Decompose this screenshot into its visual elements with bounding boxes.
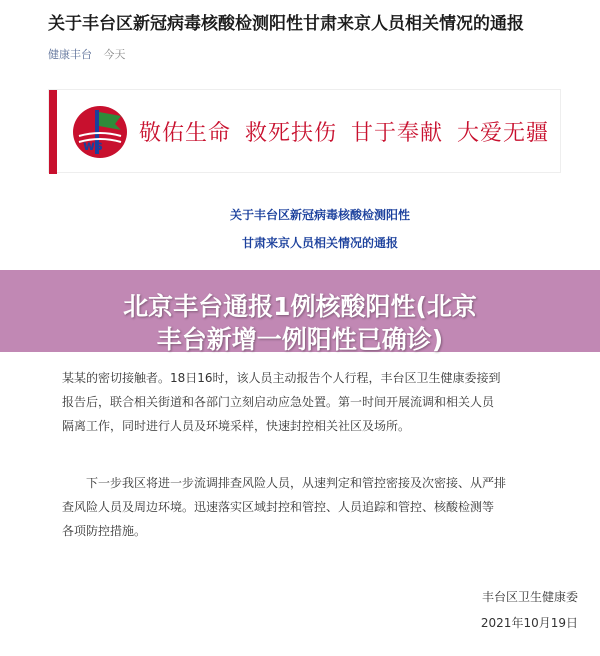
- article-source[interactable]: 健康丰台: [48, 48, 92, 61]
- paragraph-line: 查风险人员及周边环境。迅速落实区域封控和管控、人员追踪和管控、核酸检测等: [62, 500, 495, 514]
- banner-slogan: [139, 116, 563, 147]
- health-logo-icon: [71, 104, 129, 160]
- logo-text: ws: [83, 139, 103, 154]
- doc-heading-line1: 关于丰台区新冠病毒核酸检测阳性: [229, 208, 410, 222]
- slogan-1: 敬佑生命: [139, 121, 232, 146]
- doc-paragraph-2: [62, 471, 582, 543]
- article-meta: [48, 46, 134, 62]
- slogan-2: 救死扶伤: [245, 121, 338, 146]
- paragraph-line: 报告后，联合相关街道和各部门立刻启动应急处置。第一时间开展流调和相关人员: [62, 395, 495, 409]
- paragraph-line: 下一步我区将进一步流调排查风险人员，从速判定和管控密接及次密接、从严排: [62, 476, 507, 490]
- slogan-3: 甘于奉献: [351, 121, 444, 146]
- banner-red-bar: [49, 90, 57, 174]
- doc-heading-line2: 甘肃来京人员相关情况的通报: [241, 236, 398, 250]
- slogan-4: 大爱无疆: [457, 121, 550, 146]
- overlay-line1: 北京丰台通报1例核酸阳性(北京: [123, 292, 477, 321]
- article-time: 今天: [103, 48, 126, 61]
- overlay-line2: 丰台新增一例阳性已确诊): [156, 325, 444, 354]
- signature-date: 2021年10月19日: [480, 616, 578, 630]
- article-title: 关于丰台区新冠病毒核酸检测阳性甘肃来京人员相关情况的通报: [48, 14, 524, 34]
- banner-image: [48, 89, 561, 173]
- paragraph-line: 各项防控措施。: [62, 524, 147, 538]
- headline-overlay-text: [0, 290, 600, 356]
- paragraph-line: 隔离工作，同时进行人员及环境采样，快速封控相关社区及场所。: [62, 419, 411, 433]
- paragraph-line: 某某的密切接触者。18日16时，该人员主动报告个人行程，丰台区卫生健康委接到: [62, 371, 501, 385]
- signature-org: 丰台区卫生健康委: [481, 590, 578, 604]
